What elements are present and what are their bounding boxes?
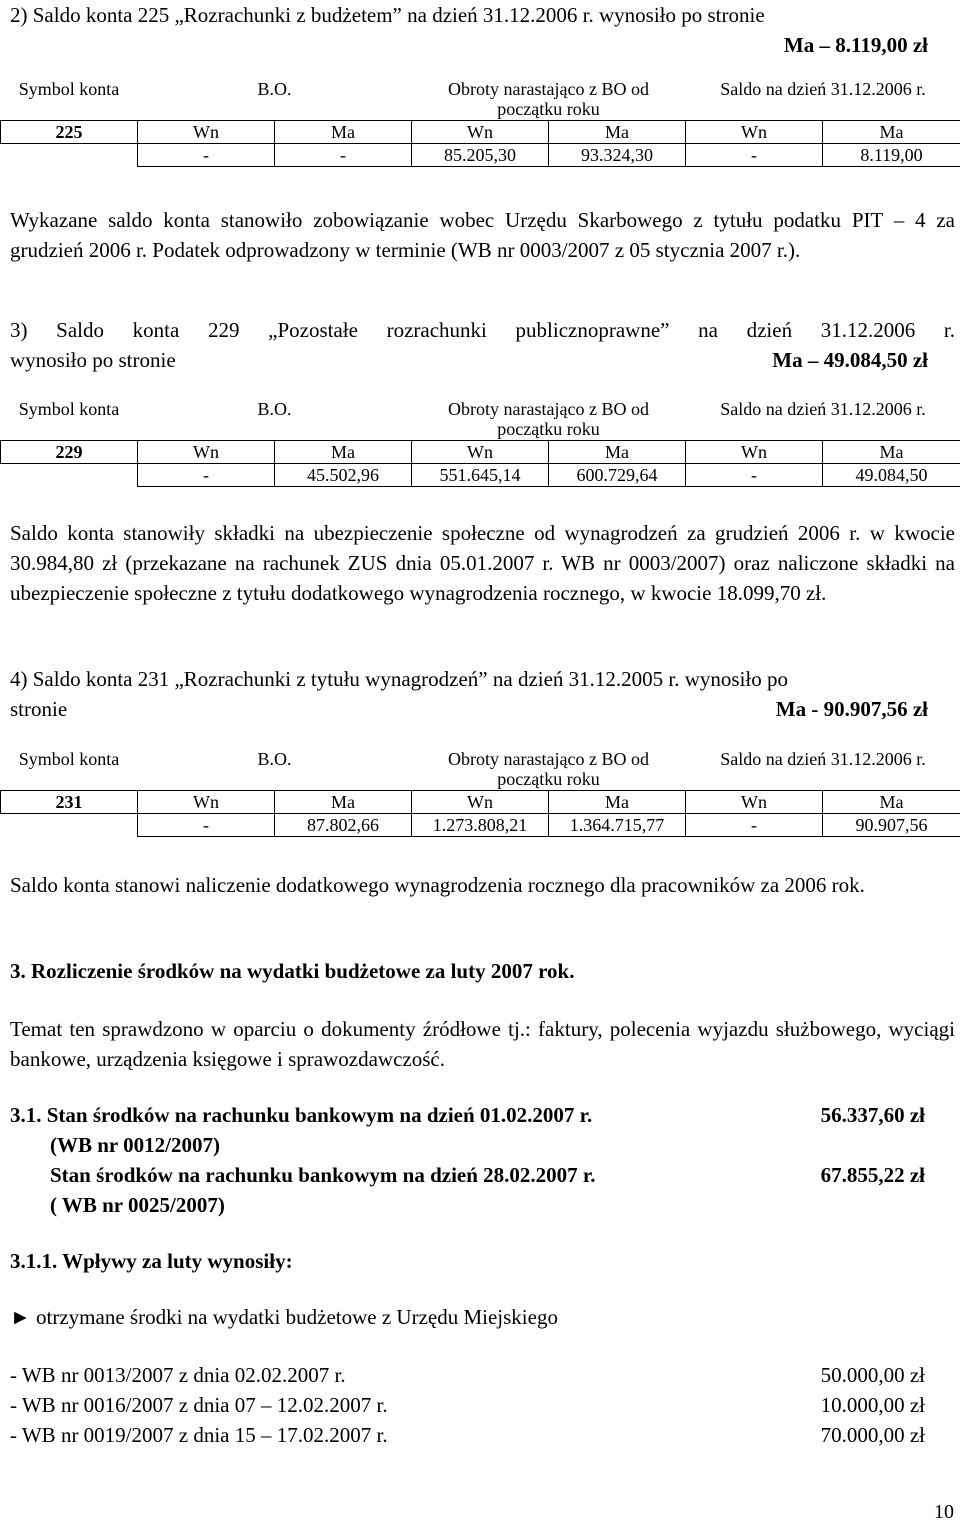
table-cell: 90.907,56: [823, 814, 960, 837]
heading-3-1-1: 3.1.1. Wpływy za luty wynosiły:: [10, 1249, 293, 1273]
table-cell: -: [138, 144, 275, 167]
s31-amount1: 56.337,60 zł: [820, 1103, 925, 1127]
table-cell: 85.205,30: [412, 144, 549, 167]
col-label: Ma: [275, 121, 412, 144]
header-obroty: Obroty narastająco z BO od początku roku: [448, 399, 649, 439]
col-label: Wn: [138, 791, 275, 814]
table-cell: -: [275, 144, 412, 167]
header-symbol: Symbol konta: [18, 79, 120, 99]
wb-item: - WB nr 0019/2007 z dnia 15 – 17.02.2007 r. 70.000,00 zł: [10, 1423, 925, 1447]
section-4-line2: stronie: [10, 697, 68, 721]
table-cell: 8.119,00: [823, 144, 960, 167]
col-label: Ma: [549, 791, 686, 814]
table-cell: -: [686, 814, 823, 837]
col-label: Wn: [412, 121, 549, 144]
header-obroty: Obroty narastająco z BO od początku roku: [448, 749, 649, 789]
section-2-line1: 2) Saldo konta 225 „Rozrachunki z budżetem” na dzień 31.12.2006 r. wynosiło po stronie: [10, 3, 765, 27]
table-cell: 551.645,14: [412, 464, 549, 487]
bullet-line: ► otrzymane środki na wydatki budżetowe z Urzędu Miejskiego: [10, 1305, 558, 1329]
wb-list: [10, 1360, 955, 1450]
s31-amount3: 67.855,22 zł: [820, 1163, 925, 1187]
account-number: 225: [1, 121, 138, 144]
paragraph-bonus: Saldo konta stanowi naliczenie dodatkowego wynagrodzenia rocznego dla pracowników za 2006 rok.: [10, 873, 865, 897]
header-symbol: Symbol konta: [18, 749, 120, 769]
table-cell: 600.729,64: [549, 464, 686, 487]
paragraph-sources: Temat ten sprawdzono w oparciu o dokumenty źródłowe tj.: faktury, polecenia wyjazdu służbowego, wyciągi bankowe, urządzenia księgowe i sprawozdawczość.: [10, 1017, 955, 1071]
table-cell: -: [686, 464, 823, 487]
header-bo: B.O.: [257, 749, 292, 769]
section-2-amount: Ma – 8.119,00 zł: [783, 33, 928, 57]
section-3-heading: [10, 315, 955, 375]
section-3-line1: 3) Saldo konta 229 „Pozostałe rozrachunki publicznoprawne” na dzień 31.12.2006 r.: [10, 318, 955, 342]
account-table-229: [0, 398, 960, 487]
paragraph-zus: Saldo konta stanowiły składki na ubezpieczenie społeczne od wynagrodzeń za grudzień 2006 r. w kwocie 30.984,80 zł (przekazane na rachunek ZUS dnia 05.01.2007 r. WB nr 0003/2007) oraz naliczone składki na ubezpieczenie społeczne z tytułu dodatkowego wynagrodzenia rocznego, w kwocie 18.099,70 zł.: [10, 521, 955, 605]
account-number: 231: [1, 791, 138, 814]
header-saldo: Saldo na dzień 31.12.2006 r.: [720, 399, 926, 419]
header-saldo: Saldo na dzień 31.12.2006 r.: [720, 749, 926, 769]
s31-line4: ( WB nr 0025/2007): [50, 1193, 225, 1217]
table-cell: -: [138, 814, 275, 837]
col-label: Wn: [138, 441, 275, 464]
section-4-heading: [10, 664, 955, 724]
wb-item: - WB nr 0013/2007 z dnia 02.02.2007 r. 50.000,00 zł: [10, 1363, 925, 1387]
table-cell: 45.502,96: [275, 464, 412, 487]
col-label: Ma: [275, 441, 412, 464]
col-label: Ma: [275, 791, 412, 814]
s31-line2: (WB nr 0012/2007): [50, 1133, 220, 1157]
table-cell: 87.802,66: [275, 814, 412, 837]
col-label: Wn: [686, 791, 823, 814]
section-3-amount: Ma – 49.084,50 zł: [772, 348, 928, 372]
col-label: Ma: [823, 791, 960, 814]
header-saldo: Saldo na dzień 31.12.2006 r.: [720, 79, 926, 99]
account-table-225: [0, 78, 960, 167]
header-symbol: Symbol konta: [18, 399, 120, 419]
col-label: Ma: [549, 441, 686, 464]
table-cell: 93.324,30: [549, 144, 686, 167]
table-cell: 1.364.715,77: [549, 814, 686, 837]
col-label: Wn: [686, 441, 823, 464]
table-cell: 1.273.808,21: [412, 814, 549, 837]
table-cell: -: [686, 144, 823, 167]
section-4-line1: 4) Saldo konta 231 „Rozrachunki z tytułu wynagrodzeń” na dzień 31.12.2005 r. wynosiło po: [10, 667, 789, 691]
s31-line3: Stan środków na rachunku bankowym na dzień 28.02.2007 r. 67.855,22 zł: [10, 1160, 955, 1190]
section-4-amount: Ma - 90.907,56 zł: [775, 697, 928, 721]
col-label: Ma: [823, 441, 960, 464]
table-cell: 49.084,50: [823, 464, 960, 487]
paragraph-pit: Wykazane saldo konta stanowiło zobowiązanie wobec Urzędu Skarbowego z tytułu podatku PIT – 4 za grudzień 2006 r. Podatek odprowadzony w terminie (WB nr 0003/2007 z 05 stycznia 2007 r.).: [10, 208, 955, 262]
col-label: Wn: [686, 121, 823, 144]
s31-line1: 3.1. Stan środków na rachunku bankowym na dzień 01.02.2007 r. 56.337,60 zł: [10, 1100, 955, 1130]
col-label: Ma: [823, 121, 960, 144]
col-label: Wn: [412, 441, 549, 464]
section-3-line2: wynosiło po stronie: [10, 348, 176, 372]
header-bo: B.O.: [257, 399, 292, 419]
col-label: Wn: [138, 121, 275, 144]
col-label: Wn: [412, 791, 549, 814]
heading-3: 3. Rozliczenie środków na wydatki budżetowe za luty 2007 rok.: [10, 959, 575, 983]
table-cell: -: [138, 464, 275, 487]
wb-item: - WB nr 0016/2007 z dnia 07 – 12.02.2007 r. 10.000,00 zł: [10, 1393, 925, 1417]
page-number: 10: [934, 1501, 954, 1523]
section-2-heading: [10, 0, 955, 60]
col-label: Ma: [549, 121, 686, 144]
header-bo: B.O.: [257, 79, 292, 99]
header-obroty: Obroty narastająco z BO od początku roku: [448, 79, 649, 119]
account-table-231: [0, 748, 960, 837]
account-number: 229: [1, 441, 138, 464]
section-3-1: [10, 1100, 955, 1220]
